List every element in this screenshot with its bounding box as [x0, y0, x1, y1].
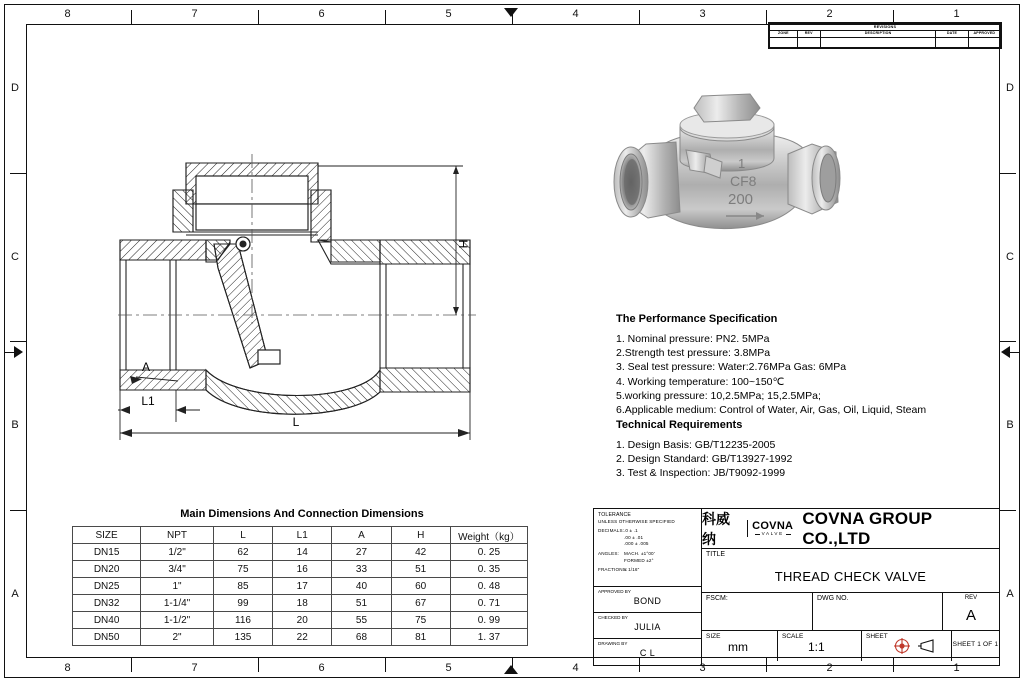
dimensions-cell: DN20 [73, 561, 141, 578]
performance-specification [616, 313, 1016, 417]
performance-heading: The Performance Specification [616, 313, 778, 325]
dimensions-cell: 33 [332, 561, 391, 578]
checked-by-label: CHECKED BY [598, 615, 628, 620]
dimensions-column-header: H [391, 527, 450, 544]
dimensions-column-header: NPT [141, 527, 214, 544]
tolerance-decimals-value-2: .00 ± .01 [624, 534, 644, 540]
revisions-cell-zone [770, 38, 798, 48]
dimensions-cell: 0. 48 [450, 578, 527, 595]
tolerance-decimals-label: DECIMALS: [598, 528, 625, 534]
dimension-label-h: H [456, 239, 470, 249]
dimensions-cell: DN50 [73, 629, 141, 646]
revisions-column-approved: APPROVED [968, 31, 1000, 38]
projection-symbols [894, 638, 936, 654]
zone-label-bottom-8: 8 [64, 662, 71, 674]
tolerance-fractions-row [598, 567, 697, 574]
zone-tick [258, 658, 259, 672]
title-block-row-sheet [702, 631, 999, 661]
tolerance-decimals-value-1: .0 ± .1 [624, 528, 638, 534]
drawing-title-value: THREAD CHECK VALVE [774, 569, 927, 584]
revisions-column-date: DATE [936, 31, 968, 38]
dimensions-cell: 16 [273, 561, 332, 578]
dimensions-cell: 27 [332, 544, 391, 561]
drawing-by-cell [594, 639, 701, 665]
drawing-title-cell [702, 549, 999, 593]
projection-target-icon [894, 638, 910, 654]
table-row [73, 612, 528, 629]
revisions-cell-rev [797, 38, 820, 48]
zone-tick [258, 10, 259, 24]
casting-mark-material: CF8 [730, 173, 757, 189]
dimensions-cell: 0. 71 [450, 595, 527, 612]
company-logo [702, 509, 999, 549]
dimensions-cell: 85 [213, 578, 272, 595]
size-label: SIZE [706, 633, 721, 640]
revisions-column-rev: REV [797, 31, 820, 38]
approved-by-value: BOND [633, 596, 662, 606]
dimensions-cell: 62 [213, 544, 272, 561]
first-angle-projection-icon [918, 639, 936, 653]
zone-label-bottom-6: 6 [318, 662, 325, 674]
dimensions-cell: 1-1/2" [141, 612, 214, 629]
dimension-label-l1: L1 [141, 394, 155, 408]
size-value: mm [728, 640, 748, 654]
zone-tick [385, 10, 386, 24]
dimensions-cell: 0. 25 [450, 544, 527, 561]
revisions-cell-date [936, 38, 968, 48]
dimensions-cell: 81 [391, 629, 450, 646]
zone-tick [766, 10, 767, 24]
dimensions-cell: DN32 [73, 595, 141, 612]
dimensions-cell: 1/2" [141, 544, 214, 561]
drawing-title-label: TITLE [706, 551, 726, 558]
company-name: COVNA GROUP CO.,LTD [802, 508, 933, 548]
casting-mark-size: 1 [738, 156, 746, 171]
dimensions-cell: 20 [273, 612, 332, 629]
dimensions-cell: 1" [141, 578, 214, 595]
sheet-label: SHEET [866, 633, 888, 640]
dimensions-cell: 0. 35 [450, 561, 527, 578]
dimensions-cell: 55 [332, 612, 391, 629]
technical-item: 2. Design Standard: GB/T13927-1992 [616, 453, 793, 466]
revisions-table [768, 22, 1002, 49]
dimensions-cell: 51 [332, 595, 391, 612]
performance-item: 6.Applicable medium: Control of Water, Air, Gas, Oil, Liquid, Steam [616, 404, 927, 417]
zone-label-top-2: 2 [826, 8, 833, 20]
tolerance-decimals-row [598, 528, 697, 535]
size-cell [702, 631, 778, 661]
checked-by-value: JULIA [634, 622, 661, 632]
revisions-header-row [770, 31, 1001, 38]
fscm-cell [702, 593, 813, 630]
dimensions-column-header: L [213, 527, 272, 544]
sheet-of-value: SHEET 1 OF 1 [952, 641, 999, 648]
zone-tick [1000, 173, 1016, 174]
title-block-left-column [594, 509, 702, 665]
revisions-empty-row [770, 38, 1001, 48]
logo-sub [755, 532, 791, 537]
tolerance-angles-label: ANGLES: [598, 550, 619, 556]
dimension-label-l: L [292, 415, 300, 429]
valve-photo [598, 82, 866, 280]
dimensions-body [73, 544, 528, 646]
dimension-label-a: A [142, 360, 151, 374]
zone-label-top-4: 4 [572, 8, 579, 20]
dimensions-cell: 68 [332, 629, 391, 646]
zone-label-top-5: 5 [445, 8, 452, 20]
sheet-cell [862, 631, 952, 661]
zone-tick [10, 510, 26, 511]
dimensions-column-header: SIZE [73, 527, 141, 544]
rev-label: REV [964, 595, 978, 601]
tolerance-subheading: UNLESS OTHERWISE SPECIFIED [598, 518, 675, 524]
rev-cell [943, 593, 999, 630]
casting-mark-rating: 200 [728, 191, 754, 208]
valve-section-svg [118, 92, 478, 452]
dimensions-cell: 18 [273, 595, 332, 612]
drawing-by-value: C L [639, 648, 656, 658]
revisions-cell-approved [968, 38, 1000, 48]
dimensions-cell: 75 [213, 561, 272, 578]
zone-label-top-3: 3 [699, 8, 706, 20]
title-block-row-identifiers [702, 593, 999, 631]
revisions-column-zone: ZONE [770, 31, 798, 38]
revisions-cell-description [820, 38, 936, 48]
logo-dash-right-icon [786, 534, 791, 535]
dimensions-cell: 0. 99 [450, 612, 527, 629]
dimensions-header-row [73, 527, 528, 544]
scale-value: 1:1 [808, 640, 825, 654]
dimensions-cell: 51 [391, 561, 450, 578]
logo-sub-text: VALVE [761, 530, 784, 536]
valve-section-view [118, 92, 478, 452]
zone-label-right-A: A [1006, 587, 1014, 600]
zone-tick [10, 173, 26, 174]
dimensions-cell: 40 [332, 578, 391, 595]
dwg-no-cell [813, 593, 943, 630]
center-mark-bottom-icon [504, 665, 518, 674]
performance-item: 4. Working temperature: 100~150℃ [616, 375, 785, 388]
dimensions-table [72, 526, 528, 646]
scale-label: SCALE [782, 633, 804, 640]
title-block [593, 508, 1000, 666]
title-block-right-column [702, 509, 999, 665]
performance-item: 5.working pressure: 10,2.5MPa; 15,2.5MPa; [616, 389, 821, 402]
zone-label-right-C: C [1006, 250, 1014, 263]
zone-label-top-7: 7 [191, 8, 198, 20]
zone-tick [131, 658, 132, 672]
zone-tick [1000, 510, 1016, 511]
dimensions-column-header: A [332, 527, 391, 544]
dimensions-table-block [72, 508, 532, 646]
tolerance-angles-row [598, 551, 697, 558]
tolerance-angles-value-2: FORMED ±2° [624, 557, 654, 563]
technical-list [616, 438, 1016, 481]
zone-label-right-B: B [1006, 419, 1014, 432]
zone-label-bottom-4: 4 [572, 662, 579, 674]
dimensions-column-header: Weight（kg） [450, 527, 527, 544]
dimensions-cell: 99 [213, 595, 272, 612]
dimensions-cell: DN40 [73, 612, 141, 629]
dimensions-cell: 22 [273, 629, 332, 646]
dimensions-cell: 67 [391, 595, 450, 612]
dimensions-cell: 1-1/4" [141, 595, 214, 612]
tolerance-fractions-value: ± 1/16" [624, 567, 640, 573]
zone-label-bottom-3: 3 [699, 662, 706, 674]
logo-chinese-name: 科威纳 [702, 511, 730, 548]
dimensions-cell: 1. 37 [450, 629, 527, 646]
dimensions-column-header: L1 [273, 527, 332, 544]
zone-label-top-6: 6 [318, 8, 325, 20]
zone-label-top-8: 8 [64, 8, 71, 20]
dimensions-table-title: Main Dimensions And Connection Dimensions [180, 508, 424, 520]
performance-item: 1. Nominal pressure: PN2. 5MPa [616, 333, 770, 345]
dimensions-cell: DN25 [73, 578, 141, 595]
zone-tick [131, 10, 132, 24]
zone-label-bottom-7: 7 [191, 662, 198, 674]
zone-label-bottom-5: 5 [445, 662, 452, 674]
revisions-title: REVISIONS [770, 24, 1001, 31]
center-mark-left-icon [14, 346, 23, 358]
table-row [73, 595, 528, 612]
approved-by-cell [594, 587, 701, 613]
tolerance-decimals-value-3: .000 ± .005 [624, 541, 649, 547]
dimensions-cell: 3/4" [141, 561, 214, 578]
sheet-of-cell [952, 631, 999, 661]
zone-tick [639, 10, 640, 24]
zone-label-top-1: 1 [953, 8, 960, 20]
logo-mark [752, 521, 793, 537]
zone-label-right-D: D [1006, 82, 1014, 95]
fscm-label: FSCM: [706, 595, 728, 602]
zone-strip-left [4, 4, 26, 678]
dimensions-cell: 17 [273, 578, 332, 595]
dimensions-cell: 116 [213, 612, 272, 629]
center-mark-top-icon [504, 8, 518, 17]
rev-value: A [965, 607, 976, 624]
performance-item: 2.Strength test pressure: 3.8MPa [616, 347, 771, 360]
dimensions-cell: DN15 [73, 544, 141, 561]
performance-item: 3. Seal test pressure: Water:2.76MPa Gas: 6MPa [616, 361, 847, 374]
tolerance-block [594, 509, 701, 587]
zone-label-left-C: C [11, 250, 19, 263]
technical-item: 3. Test & Inspection: JB/T9092-1999 [616, 467, 786, 480]
dimensions-cell: 42 [391, 544, 450, 561]
zone-label-left-D: D [11, 82, 19, 95]
valve-photo-svg [598, 82, 866, 280]
table-row [73, 544, 528, 561]
tolerance-heading: TOLERANCE [598, 512, 631, 518]
tolerance-fractions-label: FRACTIONS: [598, 567, 628, 573]
tolerance-angles-value-1: MACH. ±1°00' [624, 550, 655, 556]
zone-label-left-A: A [11, 587, 19, 600]
dimensions-cell: 60 [391, 578, 450, 595]
checked-by-cell [594, 613, 701, 639]
drawing-by-label: DRAWING BY [598, 641, 628, 646]
zone-label-left-B: B [11, 419, 19, 432]
logo-mark-text: COVNA [752, 519, 794, 532]
technical-requirements [616, 419, 1016, 481]
table-row [73, 629, 528, 646]
technical-item: 1. Design Basis: GB/T12235-2005 [616, 439, 776, 451]
approved-by-label: APPROVED BY [598, 589, 631, 594]
zone-label-bottom-1: 1 [953, 662, 960, 674]
logo-divider [747, 520, 748, 537]
scale-cell [778, 631, 862, 661]
technical-heading: Technical Requirements [616, 419, 743, 431]
table-row [73, 561, 528, 578]
zone-label-bottom-2: 2 [826, 662, 833, 674]
performance-list [616, 332, 1016, 417]
table-row [73, 578, 528, 595]
logo-dash-left-icon [755, 534, 760, 535]
dimensions-cell: 2" [141, 629, 214, 646]
dimensions-cell: 135 [213, 629, 272, 646]
revisions-column-description: DESCRIPTION [820, 31, 936, 38]
dimensions-cell: 75 [391, 612, 450, 629]
zone-tick [10, 341, 26, 342]
dwg-no-label: DWG NO. [817, 595, 849, 602]
zone-tick [385, 658, 386, 672]
dimensions-cell: 14 [273, 544, 332, 561]
